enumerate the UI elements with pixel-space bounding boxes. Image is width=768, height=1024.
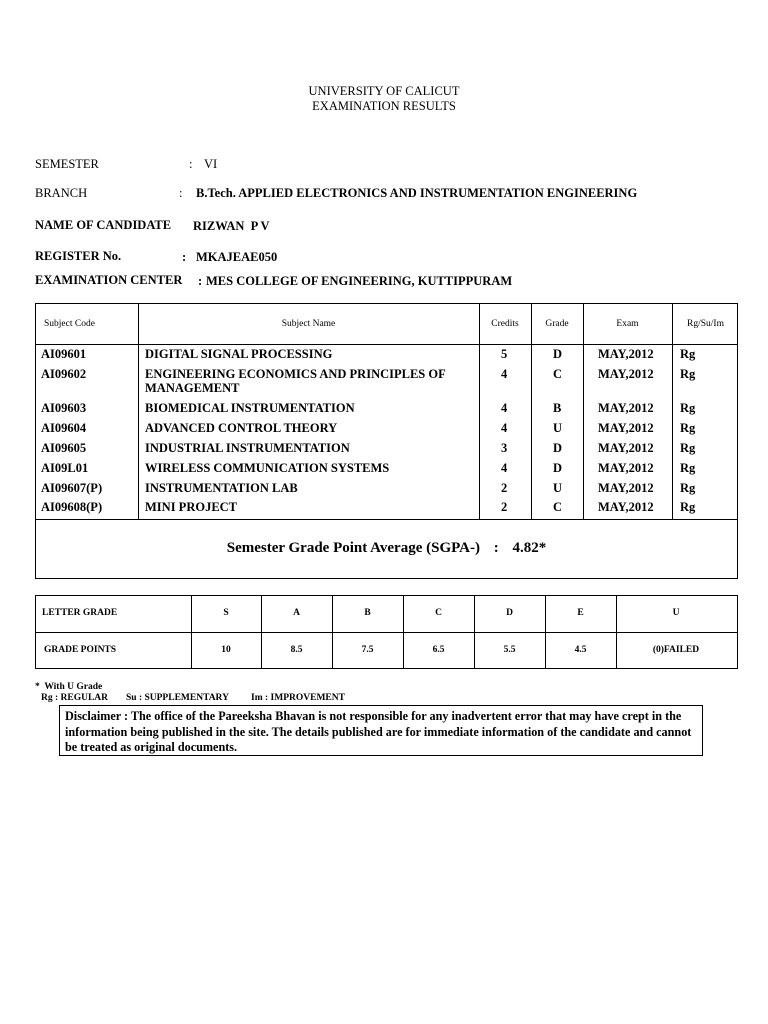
row-exam: MAY,2012 [598,401,654,415]
header-credits: Credits [491,319,519,329]
candidate-name-value: RIZWAN P V [193,219,270,233]
row-grade: D [553,347,563,361]
grade-col-divider [332,596,333,668]
semester-value: VI [204,157,218,171]
grade-col-divider [191,596,192,668]
row-exam: MAY,2012 [598,421,654,435]
grade-letter: B [364,608,371,618]
row-exam: MAY,2012 [598,367,654,381]
grade-col-divider [545,596,546,668]
row-exam: MAY,2012 [598,347,654,361]
grade-point: 5.5 [503,645,516,655]
sgpa-divider [36,519,737,520]
row-subject: ENGINEERING ECONOMICS AND PRINCIPLES OF [145,367,446,381]
grade-scale-table [35,595,738,669]
grade-col-divider [474,596,475,668]
grade-col-divider [261,596,262,668]
candidate-name-label: NAME OF CANDIDATE [35,218,172,232]
row-credits: 5 [501,347,508,361]
row-status: Rg [680,367,696,381]
row-exam: MAY,2012 [598,441,654,455]
row-subject: ADVANCED CONTROL THEORY [145,421,338,435]
row-status: Rg [680,421,696,435]
results-table [35,303,738,579]
semester-label: SEMESTER [35,157,99,171]
row-code: AI09603 [41,401,87,415]
row-credits: 4 [501,367,508,381]
grade-point: 8.5 [290,645,303,655]
row-subject: WIRELESS COMMUNICATION SYSTEMS [145,461,390,475]
disclaimer-box: Disclaimer : The office of the Pareeksha Bhavan is not responsible for any inadvertent error that may have crept in the information being published in the site. The details published are for immediate information of the candidate and cannot be treated as original documents. [59,705,703,756]
row-code: AI09601 [41,347,87,361]
grade-letter: A [293,608,300,618]
row-code: AI09607(P) [41,481,103,495]
university-title: UNIVERSITY OF CALICUT [308,84,460,98]
header-status: Rg/Su/Im [687,319,724,329]
row-code: AI09602 [41,367,87,381]
row-code: AI09L01 [41,461,89,475]
branch-colon: : [179,186,183,200]
legend-regular: Rg : REGULAR [41,693,109,703]
grade-point: 4.5 [574,645,587,655]
row-credits: 2 [501,481,508,495]
register-label: REGISTER No. [35,249,122,263]
header-grade: Grade [545,319,569,329]
register-value: MKAJEAE050 [196,250,278,264]
row-subject: INSTRUMENTATION LAB [145,481,298,495]
row-code: AI09604 [41,421,87,435]
sgpa-value: 4.82* [512,540,547,556]
grade-letter: U [672,608,680,618]
row-subject: MINI PROJECT [145,500,238,514]
row-grade: U [553,421,563,435]
row-credits: 2 [501,500,508,514]
row-credits: 4 [501,421,508,435]
grade-point: 6.5 [432,645,445,655]
row-status: Rg [680,481,696,495]
row-code: AI09605 [41,441,87,455]
row-grade: B [553,401,562,415]
grade-letter: S [223,608,229,618]
grade-col-divider [616,596,617,668]
sgpa-colon: : [493,540,499,556]
sgpa-label: Semester Grade Point Average (SGPA-) [226,540,480,556]
row-status: Rg [680,441,696,455]
grade-col-divider [403,596,404,668]
row-credits: 4 [501,461,508,475]
header-divider [36,344,737,345]
header-subject-name: Subject Name [281,319,336,329]
grade-point: 7.5 [361,645,374,655]
grade-points-label: GRADE POINTS [44,645,117,655]
row-grade: C [553,367,563,381]
row-grade: D [553,461,563,475]
grade-point: (0)FAILED [652,645,700,655]
grade-letter: E [577,608,584,618]
row-exam: MAY,2012 [598,500,654,514]
legend-improvement: Im : IMPROVEMENT [251,693,345,703]
exam-center-value: MES COLLEGE OF ENGINEERING, KUTTIPPURAM [206,274,513,288]
grade-letter: C [435,608,442,618]
results-subtitle: EXAMINATION RESULTS [312,99,456,113]
semester-colon: : [189,157,193,171]
header-exam: Exam [616,319,639,329]
branch-value: B.Tech. APPLIED ELECTRONICS AND INSTRUMENTATION ENGINEERING [196,186,638,200]
row-grade: U [553,481,563,495]
row-exam: MAY,2012 [598,481,654,495]
grade-row-divider [36,632,737,633]
row-status: Rg [680,461,696,475]
row-credits: 4 [501,401,508,415]
branch-label: BRANCH [35,186,88,200]
row-grade: C [553,500,563,514]
row-subject-continued: MANAGEMENT [145,381,240,395]
exam-center-colon: : [198,274,203,288]
exam-center-label: EXAMINATION CENTER [35,273,183,287]
letter-grade-label: LETTER GRADE [42,608,118,618]
row-subject: DIGITAL SIGNAL PROCESSING [145,347,333,361]
grade-point: 10 [221,645,231,655]
row-status: Rg [680,500,696,514]
register-colon: : [182,250,187,264]
row-grade: D [553,441,563,455]
row-subject: BIOMEDICAL INSTRUMENTATION [145,401,355,415]
header-subject-code: Subject Code [44,319,95,329]
row-exam: MAY,2012 [598,461,654,475]
u-grade-note: * With U Grade [35,682,103,692]
row-status: Rg [680,347,696,361]
legend-supplementary: Su : SUPPLEMENTARY [126,693,229,703]
row-code: AI09608(P) [41,500,103,514]
grade-letter: D [506,608,513,618]
row-status: Rg [680,401,696,415]
row-credits: 3 [501,441,508,455]
sgpa-line [36,540,737,557]
row-subject: INDUSTRIAL INSTRUMENTATION [145,441,350,455]
